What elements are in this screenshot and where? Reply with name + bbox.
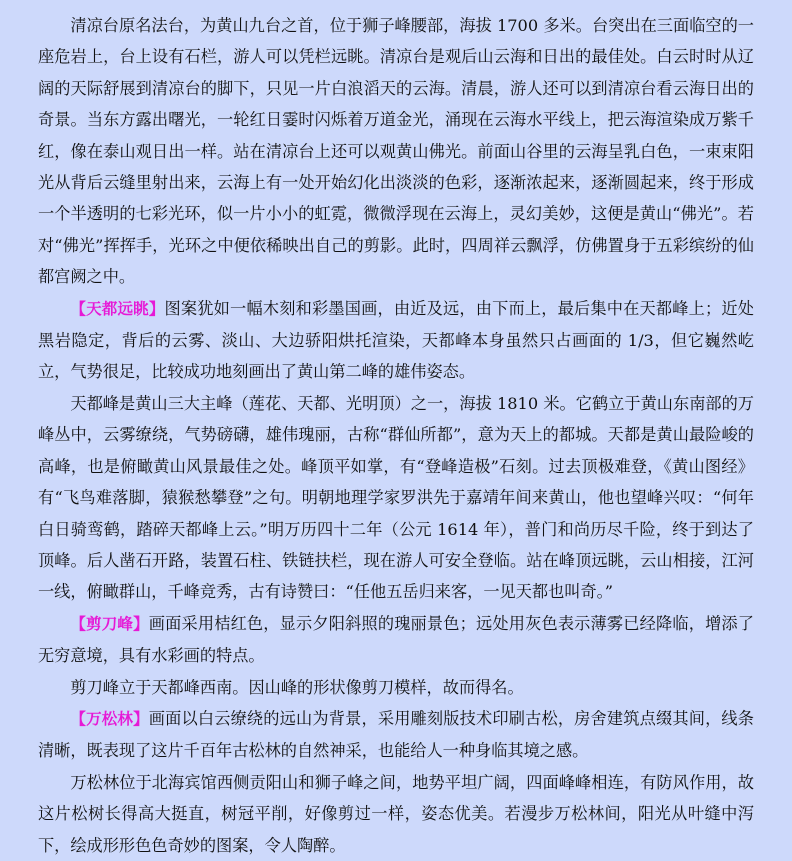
paragraph-tiandu-yuantiao [38, 293, 754, 388]
paragraph-text: 天都峰是黄山三大主峰（莲花、天都、光明顶）之一，海拔 1810 米。它鹤立于黄山东南部的万峰丛中，云雾缭绕，气势磅礴，雄伟瑰丽，古称“群仙所都”，意为天上的都城。天都是黄山最险峻的高峰，也是俯瞰黄山风景最佳之处。峰顶平如掌，有“登峰造极”石刻。过去顶极难登，《黄山图经》有“飞鸟难落脚，猿猴愁攀登”之句。明朝地理学家罗洪先于嘉靖年间来黄山，他也望峰兴叹：“何年白日骑鸾鹤，踏碎天都峰上云。”明万历四十二年（公元 1614 年），普门和尚历尽千险，终于到达了顶峰。后人凿石开路，装置石柱、铁链扶栏，现在游人可安全登临。站在峰顶远眺，云山相接，江河一线，俯瞰群山，千峰竞秀，古有诗赞曰：“任他五岳归来客，一见天都也叫奇。” [38, 393, 754, 602]
paragraph-wansonglin-desc [38, 703, 754, 767]
paragraph-text: 图案犹如一幅木刻和彩墨国画，由近及远，由下而上，最后集中在天都峰上；近处黑岩隐定，背后的云雾、淡山、大边骄阳烘托渲染，天都峰本身虽然只占画面的 1/3，但它巍然屹立，气势很足，比较成功地刻画出了黄山第二峰的雄伟姿态。 [38, 298, 754, 382]
paragraph-text: 剪刀峰立于天都峰西南。因山峰的形状像剪刀模样，故而得名。 [70, 677, 524, 697]
paragraph-jiandaofeng [38, 672, 754, 703]
section-tag: 【天都远眺】 [70, 299, 165, 318]
section-tag: 【剪刀峰】 [70, 614, 149, 633]
paragraph-jiandaofeng-desc [38, 608, 754, 672]
paragraph-wansonglin [38, 767, 754, 861]
paragraph-qingliangtai [38, 10, 754, 293]
paragraph-tiandufeng [38, 388, 754, 608]
paragraph-text: 清凉台原名法台，为黄山九台之首，位于狮子峰腰部，海拔 1700 多米。台突出在三面临空的一座危岩上，台上设有石栏，游人可以凭栏远眺。清凉台是观后山云海和日出的最佳处。白云时时从辽阔的天际舒展到清凉台的脚下，只见一片白浪滔天的云海。清晨，游人还可以到清凉台看云海日出的奇景。当东方露出曙光，一轮红日霎时闪烁着万道金光，涌现在云海水平线上，把云海渲染成万紫千红，像在泰山观日出一样。站在清凉台上还可以观黄山佛光。前面山谷里的云海呈乳白色，一束束阳光从背后云缝里射出来，云海上有一处开始幻化出淡淡的色彩，逐渐浓起来，逐渐圆起来，终于形成一个半透明的七彩光环，似一片小小的虹霓，微微浮现在云海上，灵幻美妙，这便是黄山“佛光”。若对“佛光”挥挥手，光环之中便依稀映出自己的剪影。此时，四周祥云飘浮，仿佛置身于五彩缤纷的仙都宫阙之中。 [38, 16, 754, 287]
section-tag: 【万松林】 [70, 709, 149, 728]
paragraph-text: 万松林位于北海宾馆西侧贡阳山和狮子峰之间，地势平坦广阔，四面峰峰相连，有防风作用，故这片松树长得高大挺直，树冠平削，好像剪过一样，姿态优美。若漫步万松林间，阳光从叶缝中泻下，绘成形形色色奇妙的图案，令人陶醉。 [38, 772, 754, 855]
paragraph-text: 画面采用桔红色，显示夕阳斜照的瑰丽景色；远处用灰色表示薄雾已经降临，增添了无穷意境，具有水彩画的特点。 [38, 613, 754, 666]
paragraph-text: 画面以白云缭绕的远山为背景，采用雕刻版技术印刷古松，房舍建筑点缀其间，线条清晰，既表现了这片千百年古松林的自然神采，也能给人一种身临其境之感。 [38, 708, 754, 761]
